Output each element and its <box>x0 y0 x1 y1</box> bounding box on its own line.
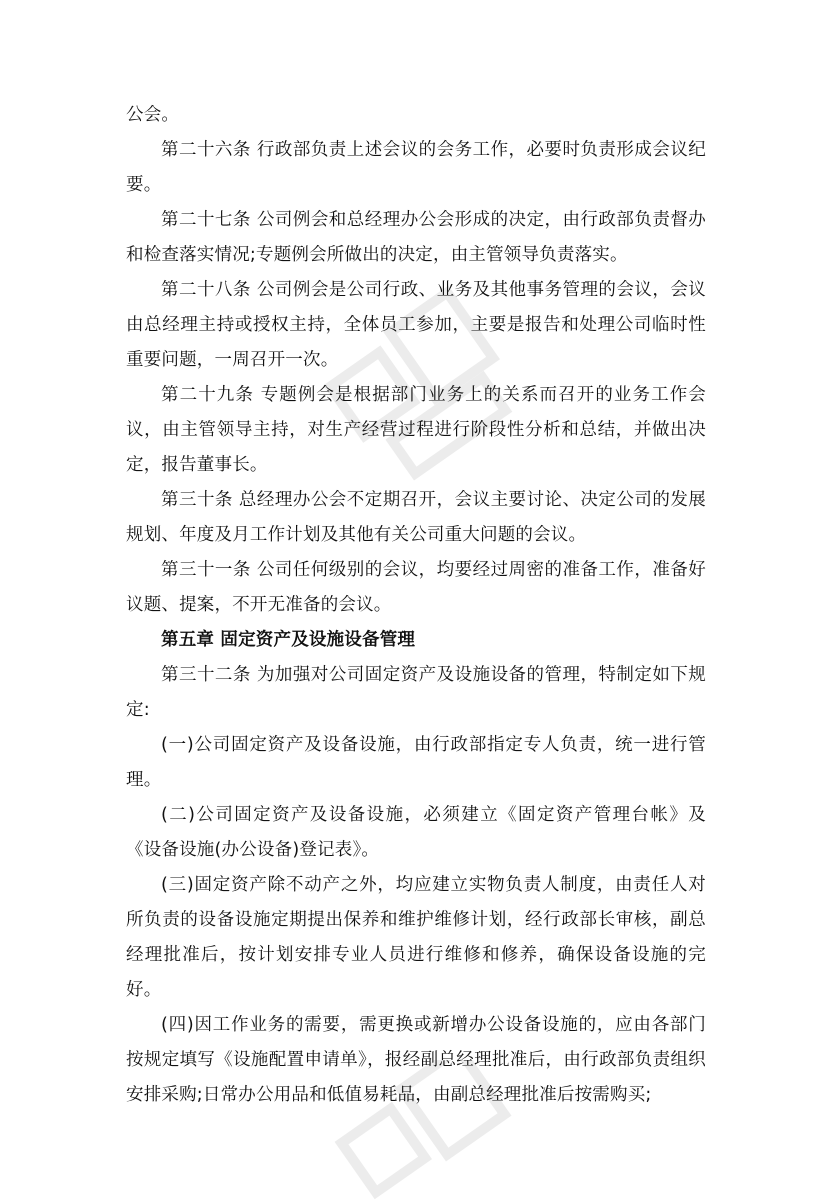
article-32: 第三十二条 为加强对公司固定资产及设施设备的管理，特制定如下规定: <box>126 665 706 720</box>
article-28: 第二十八条 公司例会是公司行政、业务及其他事务管理的会议，会议由总经理主持或授权主持，全体员工参加，主要是报告和处理公司临时性重要问题，一周召开一次。 <box>126 280 706 370</box>
chapter-5-heading: 第五章 固定资产及设施设备管理 <box>161 630 416 650</box>
article-30: 第三十条 总经理办公会不定期召开，会议主要讨论、决定公司的发展规划、年度及月工作计划及其他有关公司重大问题的会议。 <box>126 490 706 545</box>
article-31: 第三十一条 公司任何级别的会议，均要经过周密的准备工作，准备好议题、提案，不开无准备的会议。 <box>126 560 706 615</box>
article-27: 第二十七条 公司例会和总经理办公会形成的决定，由行政部负责督办和检查落实情况;专题例会所做出的决定，由主管领导负责落实。 <box>126 210 706 265</box>
article-26: 第二十六条 行政部负责上述会议的会务工作，必要时负责形成会议纪要。 <box>126 140 706 195</box>
paragraph-intro: 公会。 <box>126 105 180 125</box>
clause-2: (二)公司固定资产及设备设施，必须建立《固定资产管理台帐》及《设备设施(办公设备)登记表》。 <box>126 805 706 860</box>
clause-3: (三)固定资产除不动产之外，均应建立实物负责人制度，由责任人对所负责的设备设施定期提出保养和维护维修计划，经行政部长审核，副总经理批准后，按计划安排专业人员进行维修和修养，确保设备设施的完好。 <box>126 875 706 1000</box>
document-page <box>126 98 706 1113</box>
clause-4: (四)因工作业务的需要，需更换或新增办公设备设施的，应由各部门按规定填写《设施配置申请单》，报经副总经理批准后，由行政部负责组织安排采购;日常办公用品和低值易耗品，由副总经理批准后按需购买; <box>126 1015 706 1105</box>
article-29: 第二十九条 专题例会是根据部门业务上的关系而召开的业务工作会议，由主管领导主持，对生产经营过程进行阶段性分析和总结，并做出决定，报告董事长。 <box>126 385 706 475</box>
clause-1: (一)公司固定资产及设备设施，由行政部指定专人负责，统一进行管理。 <box>126 735 706 790</box>
